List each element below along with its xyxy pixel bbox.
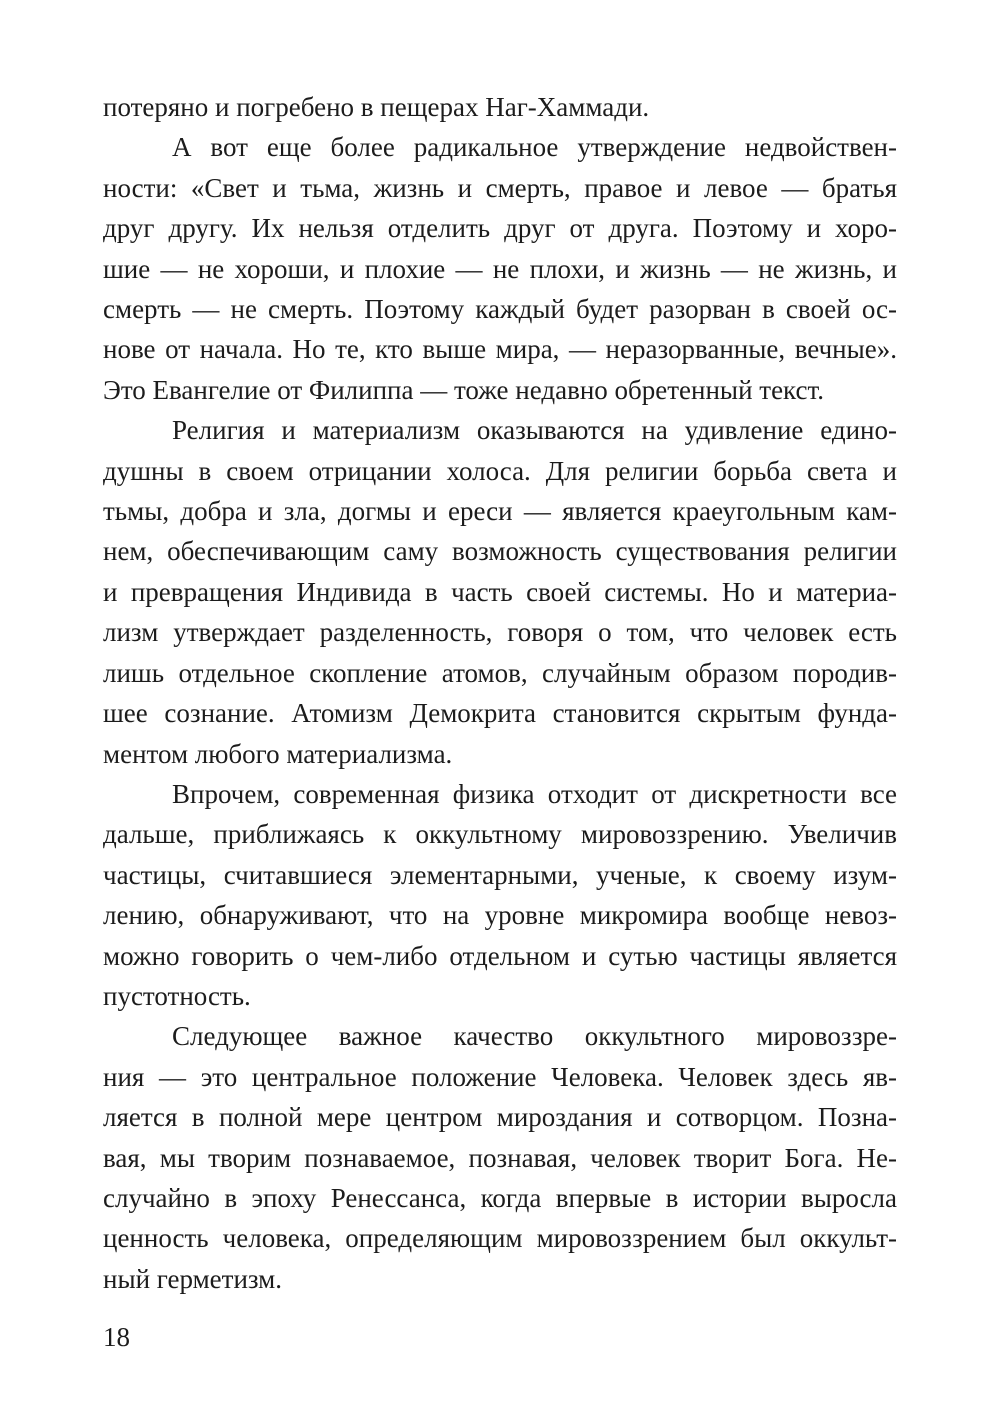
paragraph (103, 127, 897, 410)
text-line: потеряно и погребено в пещерах Наг-Хаммади. (103, 92, 650, 122)
paragraph (103, 774, 897, 1016)
text-line: Религия и материализм оказываются на удивление едино- (172, 415, 897, 446)
text-line: нове от начала. Но те, кто выше мира, — неразорванные, вечные». (103, 334, 897, 365)
text-line: А вот еще более радикальное утверждение недвойствен- (172, 132, 897, 163)
text-line: друг другу. Их нельзя отделить друг от друга. Поэтому и хоро- (103, 213, 897, 244)
text-line: ценность человека, определяющим мировоззрением был оккульт- (103, 1223, 897, 1254)
text-line: лишь отдельное скопление атомов, случайным образом породив- (103, 657, 897, 688)
text-line: смерть — не смерть. Поэтому каждый будет разорван в своей ос- (103, 294, 897, 325)
text-line: лизм утверждает разделенность, говоря о том, что человек есть (103, 617, 897, 648)
text-line: ный герметизм. (103, 1263, 283, 1294)
text-line: ния — это центральное положение Человека. Человек здесь яв- (103, 1061, 897, 1092)
text-line: ментом любого материализма. (103, 738, 453, 769)
text-line: пустотность. (103, 980, 251, 1011)
body-text (103, 87, 897, 1299)
text-line: шие — не хороши, и плохие — не плохи, и жизнь — не жизнь, и (103, 253, 897, 284)
text-line: шее сознание. Атомизм Демокрита становится скрытым фунда- (103, 698, 897, 729)
text-line: ляется в полной мере центром мироздания и сотворцом. Позна- (103, 1102, 897, 1133)
text-line: Следующее важное качество оккультного мировоззре- (172, 1021, 897, 1052)
paragraph (103, 1016, 897, 1299)
text-line: тьмы, добра и зла, догмы и ереси — является краеугольным кам- (103, 496, 897, 527)
text-line: случайно в эпоху Ренессанса, когда впервые в истории выросла (103, 1182, 897, 1213)
text-line: вая, мы творим познаваемое, познавая, человек творит Бога. Не- (103, 1142, 897, 1173)
text-line: дальше, приближаясь к оккультному мировоззрению. Увеличив (103, 819, 897, 850)
text-line: частицы, считавшиеся элементарными, ученые, к своему изум- (103, 859, 897, 890)
text-line: Впрочем, современная физика отходит от дискретности все (172, 778, 897, 809)
page-number: 18 (103, 1322, 130, 1352)
text-line: ности: «Свет и тьма, жизнь и смерть, правое и левое — братья (103, 172, 897, 203)
text-line: и превращения Индивида в часть своей системы. Но и материа- (103, 576, 897, 607)
paragraph (103, 410, 897, 774)
text-line: душны в своем отрицании холоса. Для религии борьба света и (103, 455, 897, 486)
text-line: лению, обнаруживают, что на уровне микромира вообще невоз- (103, 900, 897, 931)
text-line: можно говорить о чем-либо отдельном и сутью частицы является (103, 940, 897, 971)
text-line: Это Евангелие от Филиппа — тоже недавно обретенный текст. (103, 374, 824, 405)
text-line: нем, обеспечивающим саму возможность существования религии (103, 536, 897, 567)
paragraph (103, 87, 897, 127)
